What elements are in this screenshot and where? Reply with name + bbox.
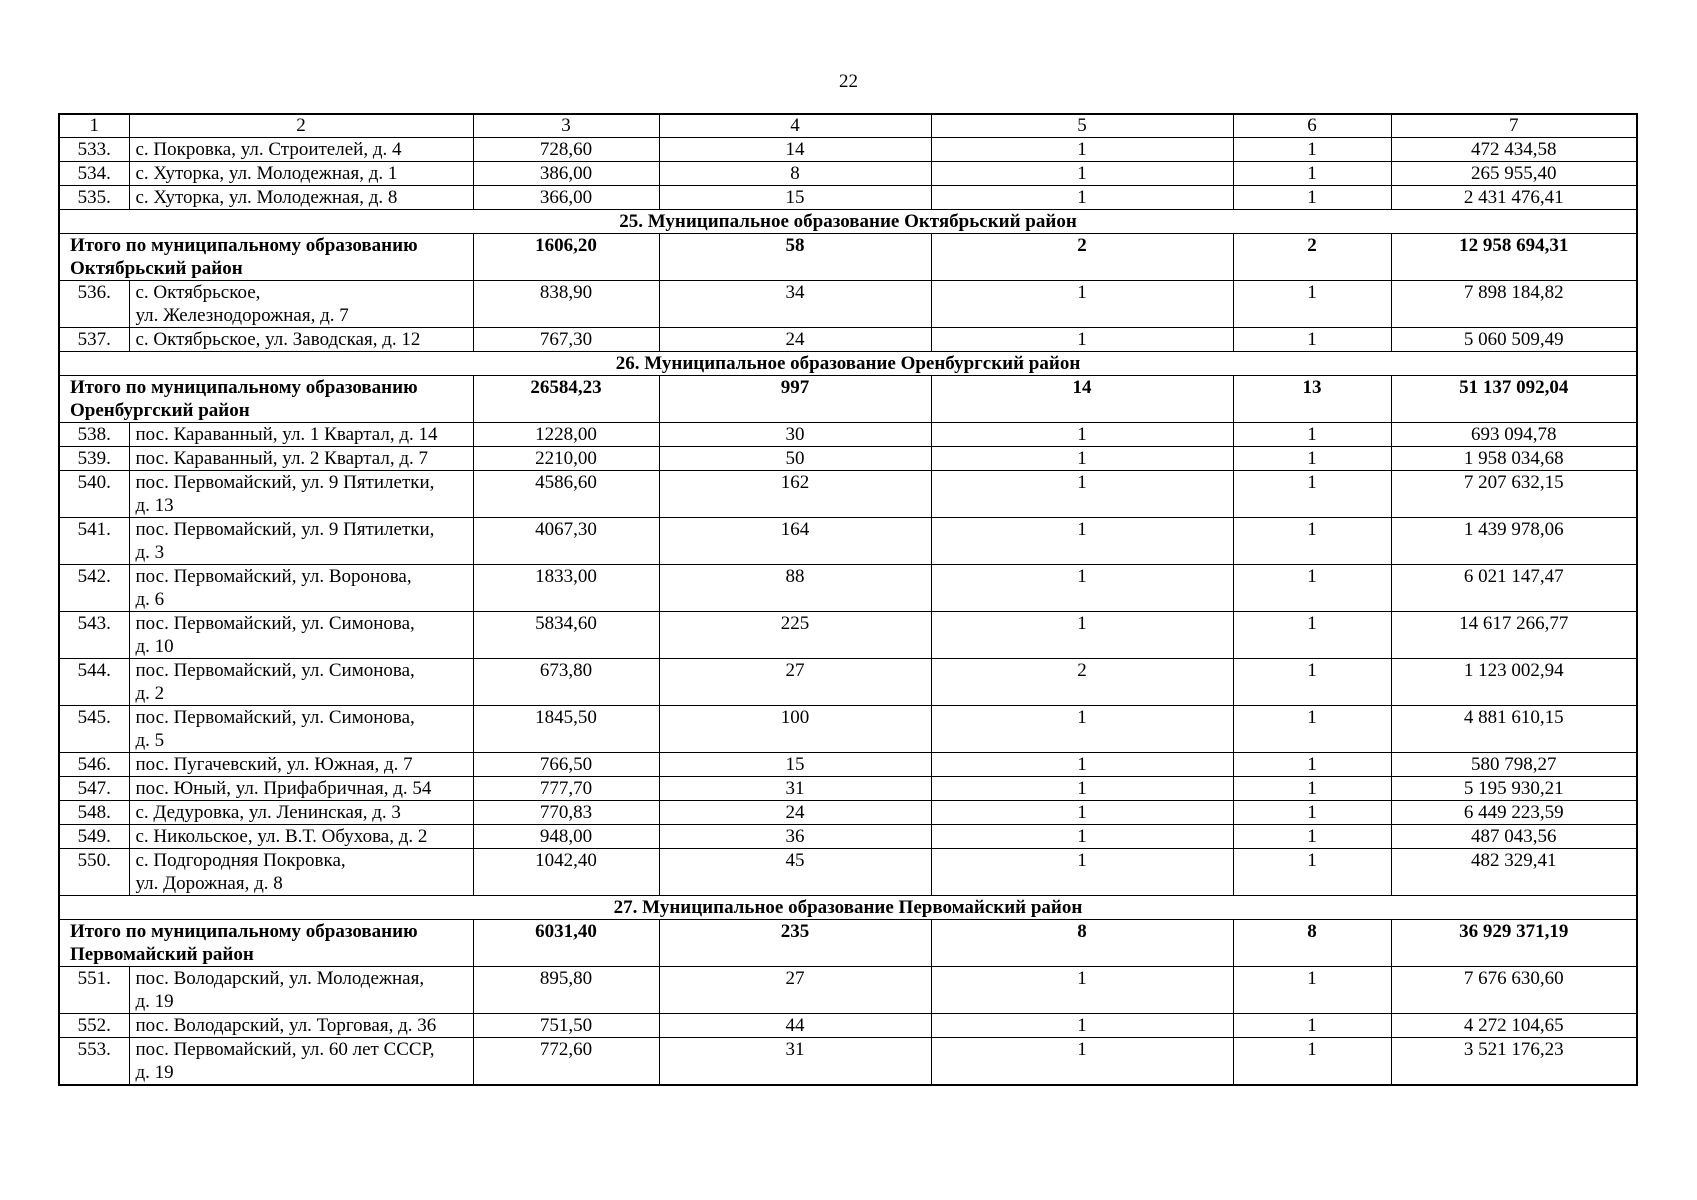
residents-value: 31: [659, 1038, 931, 1086]
table-row: [59, 777, 1637, 801]
address-line: с. Октябрьское,: [135, 282, 261, 303]
cost-value: 7 898 184,82: [1391, 281, 1637, 328]
row-number: 553.: [59, 1038, 129, 1086]
area-value: 751,50: [473, 1014, 659, 1038]
table-row: [59, 186, 1637, 210]
col5-value: 1: [931, 471, 1233, 518]
residents-value: 30: [659, 423, 931, 447]
residents-value: 27: [659, 659, 931, 706]
total-cost: 12 958 694,31: [1391, 234, 1637, 281]
column-number-row: [59, 114, 1637, 138]
address-line: пос. Первомайский, ул. Симонова,: [135, 613, 415, 634]
area-value: 386,00: [473, 162, 659, 186]
area-value: 772,60: [473, 1038, 659, 1086]
table-row: [59, 565, 1637, 612]
table-row: [59, 801, 1637, 825]
total-label: [59, 920, 473, 967]
area-value: 4586,60: [473, 471, 659, 518]
col5-value: 1: [931, 849, 1233, 896]
column-number: 5: [931, 114, 1233, 138]
row-number: 533.: [59, 138, 129, 162]
cost-value: 6 021 147,47: [1391, 565, 1637, 612]
address-line: д. 6: [135, 589, 165, 610]
address-line: пос. Володарский, ул. Молодежная,: [135, 968, 425, 989]
row-number: 548.: [59, 801, 129, 825]
address-line: пос. Пугачевский, ул. Южная, д. 7: [135, 754, 413, 775]
col5-value: 1: [931, 186, 1233, 210]
total-col6: 8: [1233, 920, 1391, 967]
cost-value: 1 439 978,06: [1391, 518, 1637, 565]
cost-value: 5 060 509,49: [1391, 328, 1637, 352]
residents-value: 24: [659, 328, 931, 352]
residents-value: 27: [659, 967, 931, 1014]
col6-value: 1: [1233, 565, 1391, 612]
address-line: пос. Первомайский, ул. Воронова,: [135, 566, 412, 587]
total-residents: 997: [659, 376, 931, 423]
total-area: 6031,40: [473, 920, 659, 967]
row-number: 543.: [59, 612, 129, 659]
row-number: 535.: [59, 186, 129, 210]
column-number: 3: [473, 114, 659, 138]
area-value: 728,60: [473, 138, 659, 162]
col5-value: 1: [931, 162, 1233, 186]
col6-value: 1: [1233, 328, 1391, 352]
residents-value: 34: [659, 281, 931, 328]
address-line: с. Дедуровка, ул. Ленинская, д. 3: [135, 802, 401, 823]
register-table: [58, 113, 1638, 1086]
col5-value: 1: [931, 801, 1233, 825]
total-cost: 36 929 371,19: [1391, 920, 1637, 967]
address-cell: [129, 471, 473, 518]
area-value: 1845,50: [473, 706, 659, 753]
cost-value: 1 123 002,94: [1391, 659, 1637, 706]
residents-value: 164: [659, 518, 931, 565]
address-cell: [129, 281, 473, 328]
section-title: 25. Муниципальное образование Октябрьский район: [59, 210, 1637, 234]
address-cell: [129, 825, 473, 849]
address-line: пос. Первомайский, ул. 9 Пятилетки,: [135, 472, 435, 493]
address-line: с. Хуторка, ул. Молодежная, д. 1: [135, 163, 398, 184]
col6-value: 1: [1233, 423, 1391, 447]
address-cell: [129, 612, 473, 659]
table-row: [59, 967, 1637, 1014]
col6-value: 1: [1233, 447, 1391, 471]
column-number: 4: [659, 114, 931, 138]
area-value: 5834,60: [473, 612, 659, 659]
row-number: 537.: [59, 328, 129, 352]
row-number: 540.: [59, 471, 129, 518]
col6-value: 1: [1233, 186, 1391, 210]
area-value: 1042,40: [473, 849, 659, 896]
table-row: [59, 162, 1637, 186]
total-col5: 2: [931, 234, 1233, 281]
row-number: 546.: [59, 753, 129, 777]
residents-value: 225: [659, 612, 931, 659]
address-cell: [129, 447, 473, 471]
cost-value: 3 521 176,23: [1391, 1038, 1637, 1086]
column-number: 7: [1391, 114, 1637, 138]
address-line: пос. Караванный, ул. 1 Квартал, д. 14: [135, 424, 438, 445]
row-number: 534.: [59, 162, 129, 186]
cost-value: 2 431 476,41: [1391, 186, 1637, 210]
area-value: 948,00: [473, 825, 659, 849]
address-line: с. Покровка, ул. Строителей, д. 4: [135, 139, 402, 160]
total-col5: 14: [931, 376, 1233, 423]
table-row: [59, 753, 1637, 777]
address-cell: [129, 753, 473, 777]
col6-value: 1: [1233, 1014, 1391, 1038]
residents-value: 50: [659, 447, 931, 471]
residents-value: 24: [659, 801, 931, 825]
section-heading-row: [59, 896, 1637, 920]
row-number: 541.: [59, 518, 129, 565]
residents-value: 100: [659, 706, 931, 753]
cost-value: 580 798,27: [1391, 753, 1637, 777]
row-number: 549.: [59, 825, 129, 849]
address-cell: [129, 518, 473, 565]
address-line: д. 2: [135, 683, 165, 704]
address-line: д. 3: [135, 542, 165, 563]
area-value: 767,30: [473, 328, 659, 352]
register-body: [59, 114, 1637, 1085]
col5-value: 1: [931, 967, 1233, 1014]
col6-value: 1: [1233, 753, 1391, 777]
residents-value: 31: [659, 777, 931, 801]
cost-value: 14 617 266,77: [1391, 612, 1637, 659]
cost-value: 472 434,58: [1391, 138, 1637, 162]
address-line: д. 19: [135, 1062, 174, 1083]
table-row: [59, 612, 1637, 659]
total-label: [59, 376, 473, 423]
col5-value: 1: [931, 518, 1233, 565]
table-row: [59, 706, 1637, 753]
address-cell: [129, 967, 473, 1014]
row-number: 551.: [59, 967, 129, 1014]
total-label: [59, 234, 473, 281]
column-number: 2: [129, 114, 473, 138]
residents-value: 36: [659, 825, 931, 849]
col5-value: 1: [931, 423, 1233, 447]
cost-value: 4 272 104,65: [1391, 1014, 1637, 1038]
col6-value: 1: [1233, 1038, 1391, 1086]
area-value: 770,83: [473, 801, 659, 825]
address-line: д. 19: [135, 991, 174, 1012]
address-cell: [129, 659, 473, 706]
address-cell: [129, 801, 473, 825]
cost-value: 5 195 930,21: [1391, 777, 1637, 801]
page-number: 22: [839, 71, 858, 92]
area-value: 1228,00: [473, 423, 659, 447]
address-line: пос. Володарский, ул. Торговая, д. 36: [135, 1015, 437, 1036]
address-line: пос. Первомайский, ул. 9 Пятилетки,: [135, 519, 435, 540]
table-row: [59, 328, 1637, 352]
total-col5: 8: [931, 920, 1233, 967]
total-cost: 51 137 092,04: [1391, 376, 1637, 423]
col6-value: 1: [1233, 801, 1391, 825]
total-label-line: Оренбургский район: [70, 400, 250, 421]
address-line: ул. Железнодорожная, д. 7: [135, 305, 349, 326]
residents-value: 15: [659, 186, 931, 210]
col5-value: 1: [931, 777, 1233, 801]
table-row: [59, 659, 1637, 706]
address-cell: [129, 706, 473, 753]
col6-value: 1: [1233, 706, 1391, 753]
col6-value: 1: [1233, 825, 1391, 849]
address-line: с. Октябрьское, ул. Заводская, д. 12: [135, 329, 421, 350]
row-number: 547.: [59, 777, 129, 801]
total-col6: 13: [1233, 376, 1391, 423]
residents-value: 45: [659, 849, 931, 896]
address-cell: [129, 423, 473, 447]
area-value: 895,80: [473, 967, 659, 1014]
total-label-line: Итого по муниципальному образованию: [70, 921, 418, 942]
col6-value: 1: [1233, 162, 1391, 186]
col5-value: 1: [931, 565, 1233, 612]
col5-value: 1: [931, 281, 1233, 328]
col6-value: 1: [1233, 281, 1391, 328]
section-heading-row: [59, 210, 1637, 234]
section-title: 27. Муниципальное образование Первомайский район: [59, 896, 1637, 920]
row-number: 552.: [59, 1014, 129, 1038]
table-row: [59, 423, 1637, 447]
table-row: [59, 447, 1637, 471]
area-value: 4067,30: [473, 518, 659, 565]
col5-value: 1: [931, 612, 1233, 659]
residents-value: 162: [659, 471, 931, 518]
row-number: 536.: [59, 281, 129, 328]
address-cell: [129, 1038, 473, 1086]
cost-value: 693 094,78: [1391, 423, 1637, 447]
table-row: [59, 1014, 1637, 1038]
total-label-line: Октябрьский район: [70, 258, 243, 279]
address-cell: [129, 186, 473, 210]
area-value: 2210,00: [473, 447, 659, 471]
cost-value: 4 881 610,15: [1391, 706, 1637, 753]
address-line: с. Хуторка, ул. Молодежная, д. 8: [135, 187, 398, 208]
row-number: 538.: [59, 423, 129, 447]
address-line: с. Подгородняя Покровка,: [135, 850, 346, 871]
column-number: 1: [59, 114, 129, 138]
row-number: 545.: [59, 706, 129, 753]
cost-value: 6 449 223,59: [1391, 801, 1637, 825]
address-cell: [129, 328, 473, 352]
cost-value: 7 207 632,15: [1391, 471, 1637, 518]
address-cell: [129, 1014, 473, 1038]
table-row: [59, 138, 1637, 162]
col6-value: 1: [1233, 967, 1391, 1014]
section-title: 26. Муниципальное образование Оренбургский район: [59, 352, 1637, 376]
total-residents: 235: [659, 920, 931, 967]
column-number: 6: [1233, 114, 1391, 138]
total-label-line: Первомайский район: [70, 944, 254, 965]
address-line: пос. Караванный, ул. 2 Квартал, д. 7: [135, 448, 429, 469]
table-row: [59, 825, 1637, 849]
address-line: пос. Первомайский, ул. Симонова,: [135, 660, 415, 681]
residents-value: 15: [659, 753, 931, 777]
col5-value: 1: [931, 1014, 1233, 1038]
area-value: 838,90: [473, 281, 659, 328]
total-row: [59, 920, 1637, 967]
cost-value: 487 043,56: [1391, 825, 1637, 849]
col6-value: 1: [1233, 138, 1391, 162]
total-label-line: Итого по муниципальному образованию: [70, 235, 418, 256]
address-cell: [129, 565, 473, 612]
area-value: 673,80: [473, 659, 659, 706]
col6-value: 1: [1233, 659, 1391, 706]
total-col6: 2: [1233, 234, 1391, 281]
residents-value: 8: [659, 162, 931, 186]
total-label-line: Итого по муниципальному образованию: [70, 377, 418, 398]
col5-value: 1: [931, 328, 1233, 352]
address-cell: [129, 162, 473, 186]
cost-value: 482 329,41: [1391, 849, 1637, 896]
cost-value: 7 676 630,60: [1391, 967, 1637, 1014]
cost-value: 265 955,40: [1391, 162, 1637, 186]
col6-value: 1: [1233, 612, 1391, 659]
address-line: д. 10: [135, 636, 174, 657]
residents-value: 88: [659, 565, 931, 612]
address-line: пос. Первомайский, ул. 60 лет СССР,: [135, 1039, 435, 1060]
col6-value: 1: [1233, 777, 1391, 801]
address-line: пос. Юный, ул. Прифабричная, д. 54: [135, 778, 432, 799]
area-value: 766,50: [473, 753, 659, 777]
col6-value: 1: [1233, 471, 1391, 518]
row-number: 542.: [59, 565, 129, 612]
row-number: 550.: [59, 849, 129, 896]
residents-value: 14: [659, 138, 931, 162]
col5-value: 1: [931, 447, 1233, 471]
address-cell: [129, 138, 473, 162]
total-residents: 58: [659, 234, 931, 281]
address-line: пос. Первомайский, ул. Симонова,: [135, 707, 415, 728]
address-line: д. 5: [135, 730, 165, 751]
address-cell: [129, 777, 473, 801]
address-cell: [129, 849, 473, 896]
table-row: [59, 471, 1637, 518]
table-row: [59, 518, 1637, 565]
col5-value: 1: [931, 706, 1233, 753]
cost-value: 1 958 034,68: [1391, 447, 1637, 471]
total-row: [59, 376, 1637, 423]
col6-value: 1: [1233, 849, 1391, 896]
row-number: 539.: [59, 447, 129, 471]
total-area: 1606,20: [473, 234, 659, 281]
col5-value: 1: [931, 1038, 1233, 1086]
total-area: 26584,23: [473, 376, 659, 423]
table-row: [59, 849, 1637, 896]
address-line: ул. Дорожная, д. 8: [135, 873, 283, 894]
col5-value: 1: [931, 138, 1233, 162]
address-line: с. Никольское, ул. В.Т. Обухова, д. 2: [135, 826, 428, 847]
col6-value: 1: [1233, 518, 1391, 565]
col5-value: 2: [931, 659, 1233, 706]
col5-value: 1: [931, 753, 1233, 777]
row-number: 544.: [59, 659, 129, 706]
col5-value: 1: [931, 825, 1233, 849]
area-value: 777,70: [473, 777, 659, 801]
area-value: 366,00: [473, 186, 659, 210]
table-row: [59, 1038, 1637, 1086]
total-row: [59, 234, 1637, 281]
residents-value: 44: [659, 1014, 931, 1038]
address-line: д. 13: [135, 495, 174, 516]
table-row: [59, 281, 1637, 328]
area-value: 1833,00: [473, 565, 659, 612]
section-heading-row: [59, 352, 1637, 376]
